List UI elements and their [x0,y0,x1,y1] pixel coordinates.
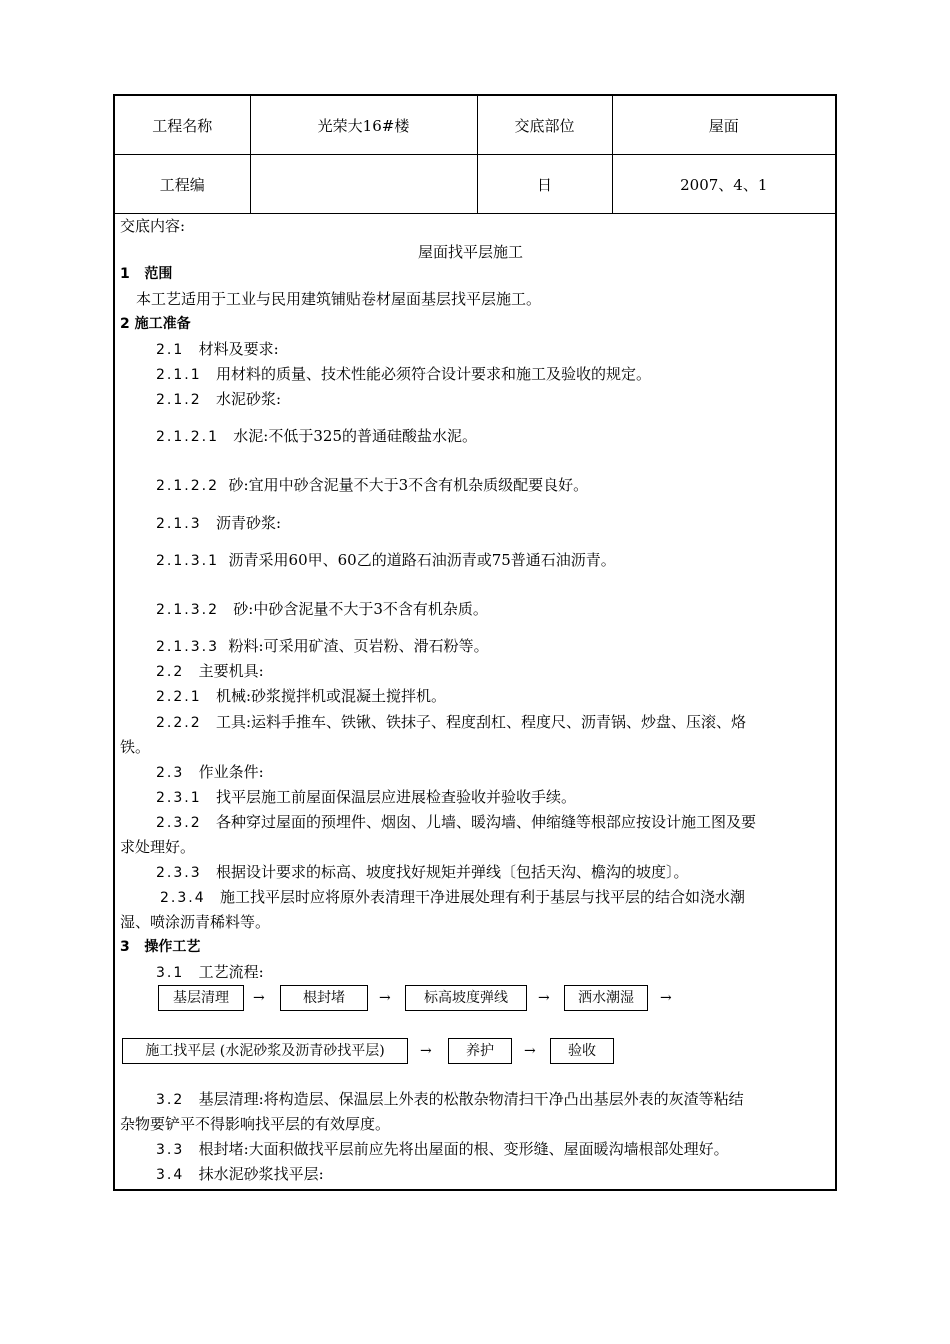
date-label: 日 [477,155,612,214]
item-2-2 [156,661,264,682]
item-2-2-2-continuation: 铁。 [120,738,151,756]
item-2-3-2 [156,812,756,833]
item-text: 沥青砂浆: [215,514,281,532]
item-text: 找平层施工前屋面保温层应进展检查验收并验收手续。 [215,788,576,806]
item-2-3-4-continuation: 湿、喷涂沥青稀料等。 [120,913,271,931]
item-text: 施工找平层时应将原外表清理干净进展处理有利于基层与找平层的结合如浇水潮 [219,888,745,906]
item-2-1-1 [156,364,651,385]
item-number: 2.3.1 [156,790,202,806]
flow-step-construct-leveling-layer: 施工找平层 (水泥砂浆及沥青砂找平层) [122,1038,408,1064]
item-text: 水泥:不低于325的普通硅酸盐水泥。 [233,427,477,445]
item-number: 3.4 [156,1167,185,1183]
item-2-1-3-3 [156,636,489,657]
item-2-3-1 [156,787,576,808]
section-1-heading [120,264,172,284]
section-3-title: 操作工艺 [144,939,201,955]
item-text: 作业条件: [198,763,264,781]
item-text: 主要机具: [198,662,264,680]
item-number: 2.3.2 [156,815,202,831]
section-1-number: 1 [120,266,130,282]
item-text: 工艺流程: [198,963,264,981]
project-no-label: 工程编 [115,155,250,214]
item-number: 2.1.2 [156,392,202,408]
flow-step-elevation-marking: 标高坡度弹线 [405,985,527,1011]
item-2-1-3 [156,513,281,534]
item-number: 2.1.1 [156,367,202,383]
item-3-1 [156,962,264,983]
item-number: 2.2 [156,664,185,680]
flow-arrow-icon: → [253,990,265,1006]
section-2-number: 2 [120,316,130,332]
item-text: 根封堵:大面积做找平层前应先将出屋面的根、变形缝、屋面暖沟墙根部处理好。 [198,1140,729,1158]
item-number: 2.3.4 [160,890,206,906]
project-name-value: 光荣大16#楼 [250,96,477,155]
item-2-1-2-2 [156,475,588,496]
item-text: 工具:运料手推车、铁锹、铁抹子、程度刮杠、程度尺、沥青锅、炒盘、压滚、烙 [215,713,746,731]
flow-step-acceptance: 验收 [550,1038,614,1064]
item-number: 3.2 [156,1092,185,1108]
item-number: 2.1.2.1 [156,429,219,445]
flow-arrow-icon: → [379,990,391,1006]
item-number: 2.1.3.1 [156,553,219,569]
content-label: 交底内容: [120,217,186,235]
item-number: 2.3 [156,765,185,781]
section-1-text: 本工艺适用于工业与民用建筑铺贴卷材屋面基层找平层施工。 [136,290,542,308]
item-text: 粉料:可采用矿渣、页岩粉、滑石粉等。 [228,637,489,655]
section-3-number: 3 [120,939,130,955]
item-number: 3.3 [156,1142,185,1158]
item-text: 材料及要求: [198,340,279,358]
item-number: 2.1.2.2 [156,478,219,494]
part-value: 屋面 [612,96,835,155]
item-text: 砂:宜用中砂含泥量不大于3不含有机杂质级配要良好。 [228,476,589,494]
flow-arrow-icon: → [420,1043,432,1059]
item-2-1-3-2 [156,599,488,620]
doc-title: 屋面找平层施工 [418,243,524,261]
item-text: 各种穿过屋面的预埋件、烟囱、儿墙、暖沟墙、伸缩缝等根部应按设计施工图及要 [215,813,756,831]
item-text: 用材料的质量、技术性能必须符合设计要求和施工及验收的规定。 [215,365,651,383]
flow-arrow-icon: → [538,990,550,1006]
project-name-label: 工程名称 [115,96,250,155]
header-table [115,96,835,214]
section-1-title: 范围 [144,266,173,282]
item-number: 2.1.3.2 [156,602,219,618]
item-text: 根据设计要求的标高、坡度找好规矩并弹线〔包括天沟、檐沟的坡度〕。 [215,863,689,881]
flow-step-curing: 养护 [448,1038,512,1064]
item-2-3 [156,762,264,783]
section-2-title: 施工准备 [134,316,191,332]
item-number: 2.2.1 [156,689,202,705]
item-3-3 [156,1139,729,1160]
flow-arrow-icon: → [524,1043,536,1059]
flow-arrow-icon: → [660,990,672,1006]
flow-step-base-cleaning: 基层清理 [158,985,244,1011]
item-2-2-2 [156,712,746,733]
item-number: 2.2.2 [156,715,202,731]
item-2-3-3 [156,862,688,883]
section-3-heading [120,937,200,957]
item-2-1-2 [156,389,281,410]
project-no-value [250,155,477,214]
item-text: 基层清理:将构造层、保温层上外表的松散杂物清扫干净凸出基层外表的灰渣等粘结 [198,1090,744,1108]
item-2-1-2-1 [156,426,477,447]
item-number: 3.1 [156,965,185,981]
flow-step-root-sealing: 根封堵 [280,985,368,1011]
item-text: 抹水泥砂浆找平层: [198,1165,324,1183]
item-2-3-2-continuation: 求处理好。 [120,838,196,856]
item-number: 2.1.3 [156,516,202,532]
section-2-heading [120,314,191,334]
item-3-4 [156,1164,324,1185]
item-3-2 [156,1089,744,1110]
item-number: 2.1 [156,342,185,358]
part-label: 交底部位 [477,96,612,155]
item-number: 2.1.3.3 [156,639,219,655]
date-value: 2007、4、1 [612,155,835,214]
item-text: 沥青采用60甲、60乙的道路石油沥青或75普通石油沥青。 [228,551,616,569]
item-number: 2.3.3 [156,865,202,881]
item-2-1 [156,339,279,360]
item-text: 水泥砂浆: [215,390,281,408]
item-text: 砂:中砂含泥量不大于3不含有机杂质。 [233,600,488,618]
item-2-3-4 [160,887,745,908]
flow-step-wetting: 洒水潮湿 [564,985,648,1011]
item-3-2-continuation: 杂物要铲平不得影响找平层的有效厚度。 [120,1115,391,1133]
item-text: 机械:砂浆搅拌机或混凝土搅拌机。 [215,687,446,705]
item-2-2-1 [156,686,446,707]
item-2-1-3-1 [156,550,616,571]
